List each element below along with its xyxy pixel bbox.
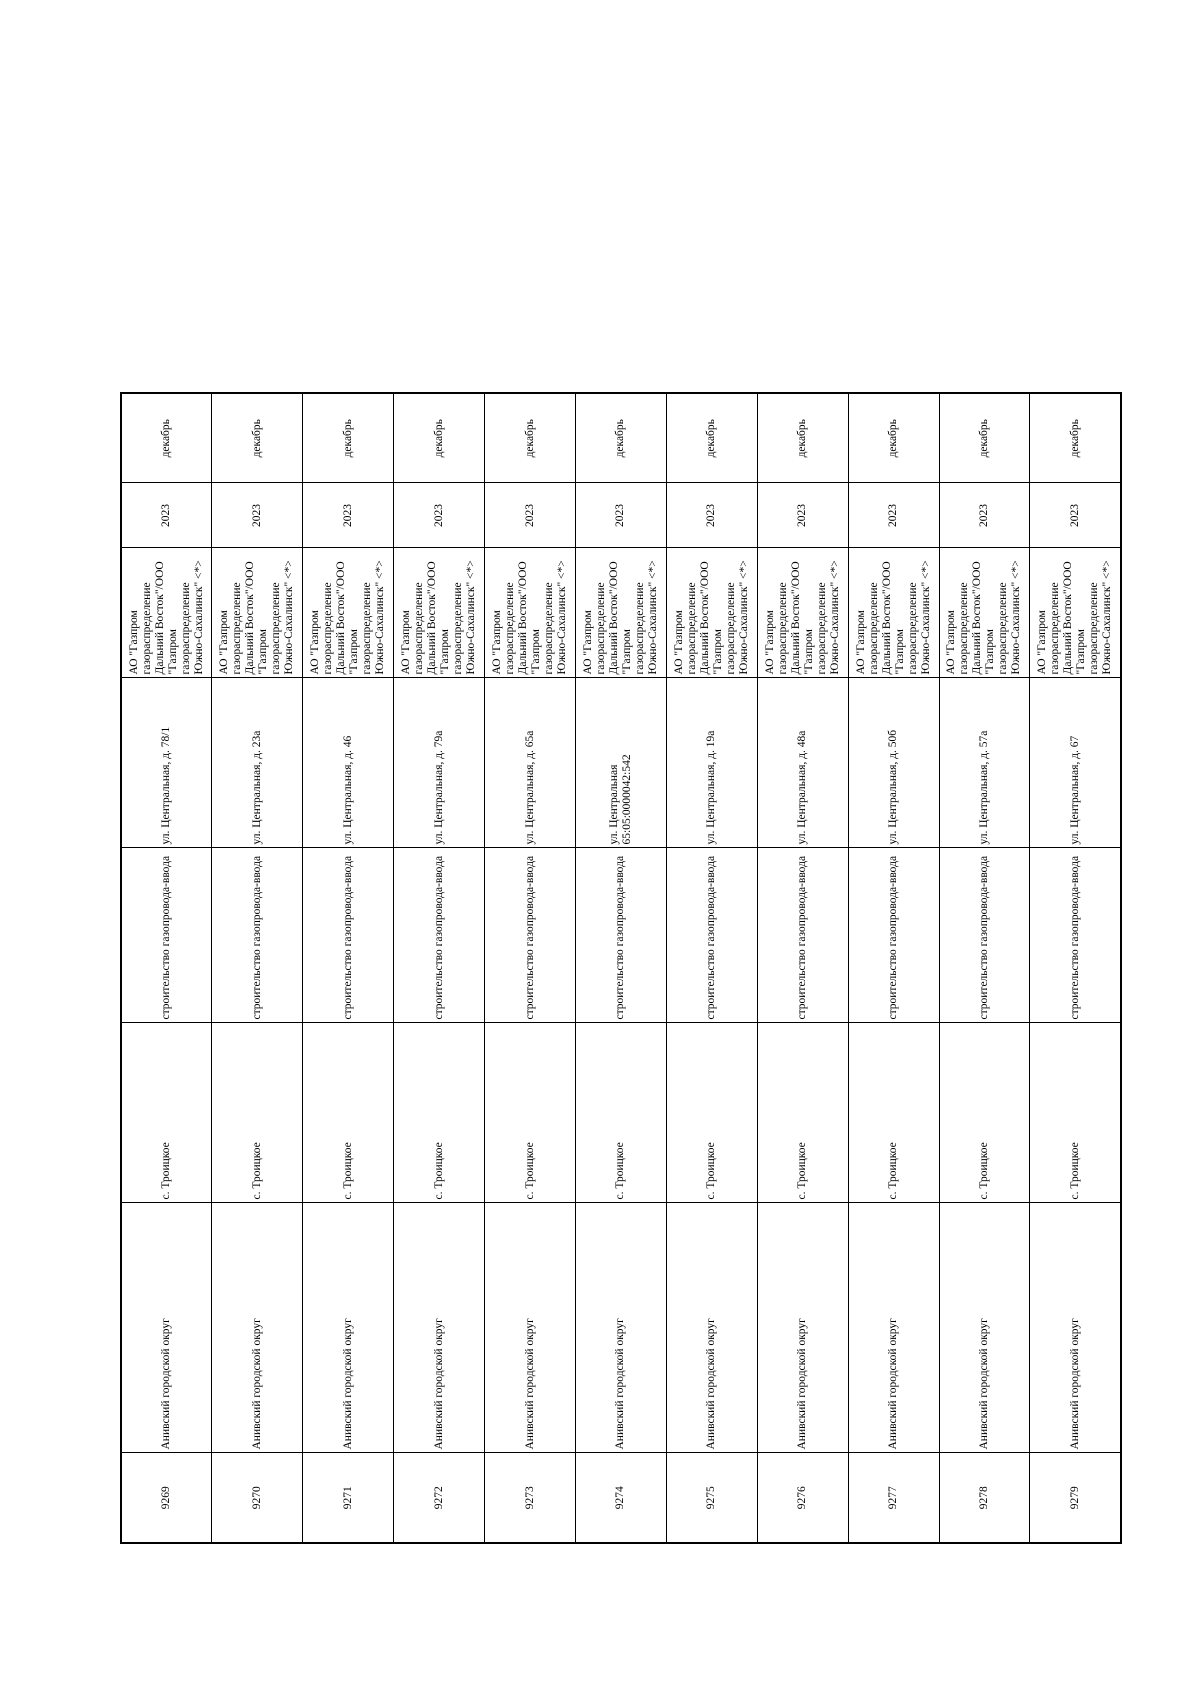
district-cell: Анивский городской округ <box>394 1203 485 1453</box>
row-number: 9275 <box>666 1453 757 1543</box>
organization-cell: АО "Газпром газораспределение Дальний Восток"/ООО "Газпром газораспределение Южно-Сахалинск" <*> <box>848 548 939 678</box>
row-number: 9270 <box>212 1453 303 1543</box>
settlement-cell: с. Троицкое <box>1030 1023 1121 1203</box>
table-row <box>757 393 848 1543</box>
address-cell: ул. Центральная, д. 46 <box>303 678 394 848</box>
row-number: 9274 <box>575 1453 666 1543</box>
settlement-cell: с. Троицкое <box>394 1023 485 1203</box>
work-type-cell: строительство газопровода-ввода <box>394 848 485 1023</box>
address-cell: ул. Центральная, д. 48а <box>757 678 848 848</box>
organization-cell: АО "Газпром газораспределение Дальний Восток"/ООО "Газпром газораспределение Южно-Сахалинск" <*> <box>303 548 394 678</box>
work-type-cell: строительство газопровода-ввода <box>757 848 848 1023</box>
table-row <box>939 393 1030 1543</box>
row-number: 9271 <box>303 1453 394 1543</box>
district-cell: Анивский городской округ <box>485 1203 576 1453</box>
month-cell: декабрь <box>757 393 848 483</box>
month-cell: декабрь <box>394 393 485 483</box>
settlement-cell: с. Троицкое <box>757 1023 848 1203</box>
month-cell: декабрь <box>303 393 394 483</box>
month-cell: декабрь <box>939 393 1030 483</box>
settlement-cell: с. Троицкое <box>485 1023 576 1203</box>
year-cell: 2023 <box>394 483 485 548</box>
settlement-cell: с. Троицкое <box>848 1023 939 1203</box>
table-row <box>666 393 757 1543</box>
work-type-cell: строительство газопровода-ввода <box>575 848 666 1023</box>
work-type-cell: строительство газопровода-ввода <box>485 848 576 1023</box>
address-cell: ул. Центральная, д. 79а <box>394 678 485 848</box>
table-row <box>575 393 666 1543</box>
organization-cell: АО "Газпром газораспределение Дальний Восток"/ООО "Газпром газораспределение Южно-Сахалинск" <*> <box>666 548 757 678</box>
district-cell: Анивский городской округ <box>212 1203 303 1453</box>
organization-cell: АО "Газпром газораспределение Дальний Восток"/ООО "Газпром газораспределение Южно-Сахалинск" <*> <box>939 548 1030 678</box>
district-cell: Анивский городской округ <box>939 1203 1030 1453</box>
address-cell: ул. Центральная, д. 57а <box>939 678 1030 848</box>
district-cell: Анивский городской округ <box>666 1203 757 1453</box>
month-cell: декабрь <box>485 393 576 483</box>
year-cell: 2023 <box>666 483 757 548</box>
month-cell: декабрь <box>666 393 757 483</box>
month-cell: декабрь <box>848 393 939 483</box>
month-cell: декабрь <box>121 393 212 483</box>
row-number: 9273 <box>485 1453 576 1543</box>
district-cell: Анивский городской округ <box>303 1203 394 1453</box>
row-number: 9276 <box>757 1453 848 1543</box>
year-cell: 2023 <box>575 483 666 548</box>
year-cell: 2023 <box>121 483 212 548</box>
row-number: 9279 <box>1030 1453 1121 1543</box>
organization-cell: АО "Газпром газораспределение Дальний Восток"/ООО "Газпром газораспределение Южно-Сахалинск" <*> <box>757 548 848 678</box>
organization-cell: АО "Газпром газораспределение Дальний Восток"/ООО "Газпром газораспределение Южно-Сахалинск" <*> <box>121 548 212 678</box>
address-cell: ул. Центральная, д. 65а <box>485 678 576 848</box>
settlement-cell: с. Троицкое <box>575 1023 666 1203</box>
work-type-cell: строительство газопровода-ввода <box>666 848 757 1023</box>
settlement-cell: с. Троицкое <box>121 1023 212 1203</box>
address-cell: ул. Центральная, д. 19а <box>666 678 757 848</box>
row-number: 9277 <box>848 1453 939 1543</box>
organization-cell: АО "Газпром газораспределение Дальний Восток"/ООО "Газпром газораспределение Южно-Сахалинск" <*> <box>212 548 303 678</box>
district-cell: Анивский городской округ <box>757 1203 848 1453</box>
settlement-cell: с. Троицкое <box>666 1023 757 1203</box>
table-row <box>212 393 303 1543</box>
table-row <box>1030 393 1121 1543</box>
table-row <box>848 393 939 1543</box>
address-cell: ул. Центральная, д. 78/1 <box>121 678 212 848</box>
district-cell: Анивский городской округ <box>848 1203 939 1453</box>
year-cell: 2023 <box>212 483 303 548</box>
organization-cell: АО "Газпром газораспределение Дальний Восток"/ООО "Газпром газораспределение Южно-Сахалинск" <*> <box>394 548 485 678</box>
row-number: 9278 <box>939 1453 1030 1543</box>
month-cell: декабрь <box>212 393 303 483</box>
gasification-schedule-table <box>120 392 1122 1544</box>
organization-cell: АО "Газпром газораспределение Дальний Восток"/ООО "Газпром газораспределение Южно-Сахалинск" <*> <box>485 548 576 678</box>
row-number: 9272 <box>394 1453 485 1543</box>
table-body <box>121 393 1121 1543</box>
work-type-cell: строительство газопровода-ввода <box>939 848 1030 1023</box>
rotated-table-container <box>120 394 1120 1544</box>
address-cell: ул. Центральная, д. 50б <box>848 678 939 848</box>
month-cell: декабрь <box>1030 393 1121 483</box>
settlement-cell: с. Троицкое <box>939 1023 1030 1203</box>
work-type-cell: строительство газопровода-ввода <box>848 848 939 1023</box>
year-cell: 2023 <box>848 483 939 548</box>
settlement-cell: с. Троицкое <box>212 1023 303 1203</box>
work-type-cell: строительство газопровода-ввода <box>303 848 394 1023</box>
work-type-cell: строительство газопровода-ввода <box>1030 848 1121 1023</box>
table-row <box>303 393 394 1543</box>
settlement-cell: с. Троицкое <box>303 1023 394 1203</box>
row-number: 9269 <box>121 1453 212 1543</box>
year-cell: 2023 <box>303 483 394 548</box>
year-cell: 2023 <box>939 483 1030 548</box>
year-cell: 2023 <box>485 483 576 548</box>
organization-cell: АО "Газпром газораспределение Дальний Восток"/ООО "Газпром газораспределение Южно-Сахалинск" <*> <box>575 548 666 678</box>
year-cell: 2023 <box>1030 483 1121 548</box>
table-row <box>485 393 576 1543</box>
organization-cell: АО "Газпром газораспределение Дальний Восток"/ООО "Газпром газораспределение Южно-Сахалинск" <*> <box>1030 548 1121 678</box>
work-type-cell: строительство газопровода-ввода <box>212 848 303 1023</box>
year-cell: 2023 <box>757 483 848 548</box>
month-cell: декабрь <box>575 393 666 483</box>
address-cell: ул. Центральная 65:05:0000042:542 <box>575 678 666 848</box>
address-cell: ул. Центральная, д. 67 <box>1030 678 1121 848</box>
table-row <box>121 393 212 1543</box>
table-row <box>394 393 485 1543</box>
work-type-cell: строительство газопровода-ввода <box>121 848 212 1023</box>
district-cell: Анивский городской округ <box>1030 1203 1121 1453</box>
address-cell: ул. Центральная, д. 23а <box>212 678 303 848</box>
district-cell: Анивский городской округ <box>121 1203 212 1453</box>
district-cell: Анивский городской округ <box>575 1203 666 1453</box>
